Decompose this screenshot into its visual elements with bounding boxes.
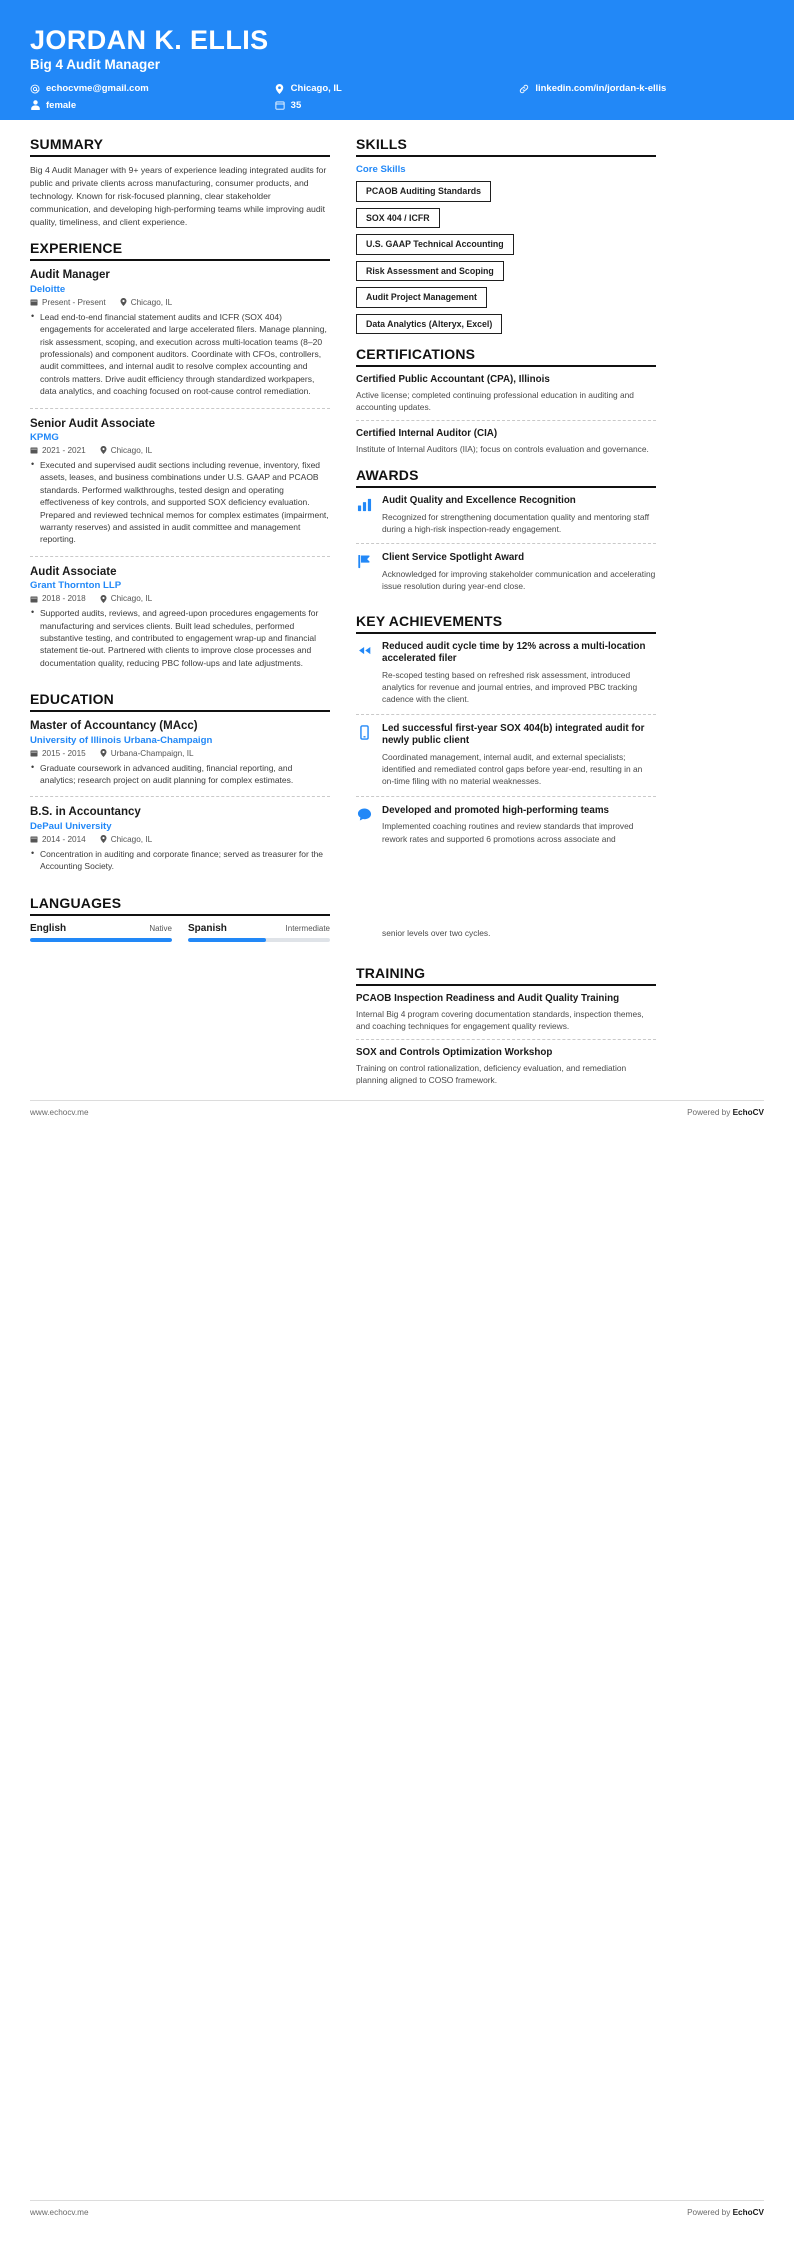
entry-bullets (30, 311, 330, 398)
skill-chip: SOX 404 / ICFR (356, 208, 440, 229)
language-head (188, 923, 330, 934)
training-name: PCAOB Inspection Readiness and Audit Quality Training (356, 992, 620, 1004)
left-column (30, 120, 330, 954)
contact-age (275, 100, 520, 111)
calendar-icon (30, 835, 38, 843)
bullet-item: • Graduate coursework in advanced auditing, financial reporting, and analytics; research project on audit planning for complex estimates. (30, 762, 330, 787)
footer-powered-prefix: Powered by (687, 2208, 733, 2217)
skills-group-label: Core Skills (356, 164, 406, 175)
entry-dates-text: 2018 - 2018 (42, 594, 86, 604)
certification-item (356, 374, 656, 421)
entry-organization: University of Illinois Urbana-Champaign (30, 734, 213, 746)
calendar-icon (30, 749, 38, 757)
certification-name: Certified Public Accountant (CPA), Illinois (356, 374, 550, 386)
certification-name: Certified Internal Auditor (CIA) (356, 428, 498, 440)
award-title: Audit Quality and Excellence Recognition (382, 495, 576, 507)
candidate-name: JORDAN K. ELLIS (30, 25, 269, 55)
location-pin-icon (100, 835, 107, 843)
calendar-icon (275, 100, 285, 110)
award-title: Client Service Spotlight Award (382, 552, 525, 564)
entry-title: Audit Manager (30, 269, 110, 282)
footer-brand (687, 1108, 764, 1117)
bullet-item: • Lead end-to-end financial statement audits and ICFR (SOX 404) engagements for accelerated and large accelerated filers. Manage planning, risk assessment, scoping, and execution across multi-location teams (8–20 professionals) and component auditors. Coordinate with CFOs, controllers, audit committees, and internal audit to resolve complex accounting and controls matters. Drive audit efficiency through standardized workpapers, data analytics, and coaching focused on root-cause control remediation. (30, 311, 330, 398)
section-awards (356, 467, 656, 600)
achievement-body (382, 641, 656, 706)
entry-organization: KPMG (30, 431, 59, 443)
language-progress-track (188, 938, 330, 942)
page-footer (0, 2208, 794, 2217)
bullet-item: • Supported audits, reviews, and agreed-upon procedures engagements for manufacturing and services clients. Built lead schedules, performed substantive testing, and contributed to engagement wrap-up and financial statement tie-out. Partnered with clients to improve close processes and documentation quality, reducing PBC follow-ups and late adjustments. (30, 607, 330, 669)
achievement-description: Implemented coaching routines and review standards that improved rework rates and supported 6 promotions across associate and (382, 821, 634, 844)
entry-title: Audit Associate (30, 565, 117, 578)
flag-icon (356, 553, 373, 570)
entry-dates-text: Present - Present (42, 297, 106, 307)
entry-location-text: Chicago, IL (130, 297, 173, 307)
certification-item (356, 428, 656, 455)
person-icon (30, 100, 40, 110)
spacer (356, 939, 656, 965)
achievement-description: Re-scoped testing based on refreshed risk assessment, introduced analytics for revenue and journal entries, and improved PBC tracking cadence with the client. (382, 670, 638, 705)
language-progress-fill (188, 938, 266, 942)
entry-bullets (30, 607, 330, 669)
entry-meta (30, 446, 330, 455)
certifications-heading: CERTIFICATIONS (356, 346, 656, 367)
location-pin-icon (100, 595, 107, 603)
footer-brand-name: EchoCV (732, 2208, 764, 2217)
language-name: Spanish (188, 922, 227, 934)
language-progress-track (30, 938, 172, 942)
award-body (382, 552, 656, 592)
contact-location-text: Chicago, IL (290, 83, 342, 95)
bullet-item: • Concentration in auditing and corporate finance; served as treasurer for the Accounting Society. (30, 848, 330, 873)
training-name: SOX and Controls Optimization Workshop (356, 1047, 553, 1058)
section-education (30, 691, 330, 882)
entry-organization: Deloitte (30, 283, 66, 295)
training-description: Training on control rationalization, deficiency evaluation, and remediation planning aligned to COSO framework. (356, 1062, 627, 1085)
contact-location (275, 83, 520, 94)
achievement-item (356, 641, 656, 715)
contact-grid (30, 83, 764, 111)
entry-organization: DePaul University (30, 820, 112, 832)
location-pin-icon (100, 749, 107, 757)
resume-body (0, 120, 794, 1105)
entry-dates (30, 749, 86, 758)
entry-location-text: Chicago, IL (110, 834, 153, 844)
entry-title: Senior Audit Associate (30, 417, 156, 430)
achievement-body (382, 723, 656, 788)
language-item (188, 923, 330, 942)
achievement-continuation-text: senior levels over two cycles. (382, 927, 491, 938)
entry-bullets (30, 848, 330, 873)
section-certifications (356, 346, 656, 455)
achievement-description: Coordinated management, internal audit, and external specialists; identified and remediated control gaps before year-end, resulting in an on-time filing with no material weaknesses. (382, 752, 643, 787)
languages-heading: LANGUAGES (30, 895, 330, 916)
calendar-icon (30, 446, 38, 454)
entry-meta (30, 835, 330, 844)
contact-gender-text: female (46, 99, 77, 111)
section-summary (30, 136, 330, 228)
entry-dates (30, 446, 86, 455)
location-pin-icon (120, 298, 127, 306)
footer-divider (30, 1100, 764, 1101)
contact-email[interactable] (30, 83, 275, 94)
contact-age-text: 35 (290, 99, 302, 111)
training-heading: TRAINING (356, 965, 656, 986)
entry-dates (30, 835, 86, 844)
entry-meta (30, 298, 330, 307)
resume-header (0, 0, 794, 120)
calendar-icon (30, 595, 38, 603)
language-progress-fill (30, 938, 172, 942)
section-languages (30, 895, 330, 942)
award-description: Acknowledged for improving stakeholder communication and accelerating issue resolution during year-end close. (382, 569, 656, 592)
footer-brand (687, 2208, 764, 2217)
footer-brand-name: EchoCV (732, 1108, 764, 1117)
email-icon (30, 84, 40, 94)
award-item (356, 495, 656, 544)
footer-site-url[interactable]: www.echocv.me (30, 1108, 89, 1117)
language-name: English (30, 922, 67, 934)
entry-dates-text: 2015 - 2015 (42, 748, 86, 758)
entry-bullets (30, 459, 330, 546)
skill-chip: Audit Project Management (356, 287, 487, 308)
entry-location-text: Chicago, IL (110, 445, 153, 455)
certification-description: Institute of Internal Auditors (IIA); focus on controls evaluation and governance. (356, 444, 649, 455)
right-column (356, 120, 656, 1105)
skill-chip: Risk Assessment and Scoping (356, 261, 504, 282)
entry-location (100, 749, 194, 758)
achievement-item (356, 723, 656, 797)
entry-dates (30, 298, 106, 307)
entry-location-text: Chicago, IL (110, 594, 153, 604)
mobile-icon (356, 724, 373, 741)
achievement-title: Developed and promoted high-performing teams (382, 804, 609, 816)
achievement-body (382, 805, 656, 845)
language-item (30, 923, 172, 942)
location-pin-icon (275, 84, 285, 94)
chat-icon (356, 806, 373, 823)
language-level: Intermediate (285, 923, 330, 933)
training-description: Internal Big 4 program covering documentation standards, inspection themes, and coaching techniques for engagement quality reviews. (356, 1008, 644, 1031)
entry-meta (30, 749, 330, 758)
contact-email-text: echocvme@gmail.com (46, 83, 149, 95)
entry-meta (30, 594, 330, 603)
entry-organization: Grant Thornton LLP (30, 580, 122, 592)
training-item (356, 993, 656, 1040)
achievement-title: Led successful first-year SOX 404(b) integrated audit for newly public client (382, 722, 645, 747)
location-pin-icon (100, 446, 107, 454)
summary-heading: SUMMARY (30, 136, 330, 157)
achievement-title: Reduced audit cycle time by 12% across a multi-location accelerated filer (382, 640, 646, 665)
skills-heading: SKILLS (356, 136, 656, 157)
award-item (356, 552, 656, 600)
calendar-icon (30, 298, 38, 306)
summary-text: Big 4 Audit Manager with 9+ years of experience leading integrated audits for public and private clients across manufacturing, consumer products, and technology. Known for risk-focused planning, clear stakeholder communication, and developing high-performing teams while improving audit quality, timeliness, and client experience. (30, 165, 327, 227)
section-experience (30, 240, 330, 679)
language-level: Native (149, 923, 172, 933)
education-heading: EDUCATION (30, 691, 330, 712)
skill-chip: Data Analytics (Alteryx, Excel) (356, 314, 502, 335)
entry-bullets (30, 762, 330, 787)
entry-dates-text: 2021 - 2021 (42, 445, 86, 455)
skill-chip-list (356, 181, 656, 334)
page-footer (0, 1108, 794, 1117)
footer-site-url[interactable]: www.echocv.me (30, 2208, 89, 2217)
contact-linkedin-text: linkedin.com/in/jordan-k-ellis (535, 83, 667, 95)
certification-description: Active license; completed continuing professional education in auditing and accounting updates. (356, 390, 634, 413)
entry-location (100, 446, 152, 455)
section-training (356, 965, 656, 1093)
language-head (30, 923, 172, 934)
education-entry (30, 805, 330, 882)
section-key-achievements (356, 613, 656, 853)
entry-title: B.S. in Accountancy (30, 806, 141, 819)
entry-dates (30, 594, 86, 603)
bullet-item: • Executed and supervised audit sections including revenue, inventory, fixed assets, leases, and business combinations under U.S. GAAP and PCAOB standards. Performed walkthroughs, tested design and operating effectiveness of key controls, and supported SOX deficiency evaluation. Prepared and reviewed technical memos for complex estimates (impairment, warranty reserves) and assisted in audit committee and management reporting. (30, 459, 330, 546)
entry-location (100, 835, 152, 844)
training-item (356, 1047, 656, 1093)
entry-title: Master of Accountancy (MAcc) (30, 720, 198, 733)
link-icon (519, 84, 529, 94)
experience-entry (30, 565, 330, 679)
award-body (382, 495, 656, 535)
achievement-item (356, 805, 656, 853)
section-skills (356, 136, 656, 334)
candidate-job-title: Big 4 Audit Manager (30, 57, 161, 73)
skill-chip: U.S. GAAP Technical Accounting (356, 234, 514, 255)
rewind-icon (356, 642, 373, 659)
contact-linkedin[interactable] (519, 83, 764, 94)
entry-dates-text: 2014 - 2014 (42, 834, 86, 844)
key-achievements-heading: KEY ACHIEVEMENTS (356, 613, 656, 634)
entry-location (100, 594, 152, 603)
award-description: Recognized for strengthening documentation quality and mentoring staff during a high-risk inspection-ready engagement. (382, 512, 650, 535)
awards-heading: AWARDS (356, 467, 656, 488)
languages-row (30, 923, 330, 942)
contact-gender (30, 100, 275, 111)
entry-location-text: Urbana-Champaign, IL (110, 748, 194, 758)
entry-location (120, 298, 172, 307)
footer-powered-prefix: Powered by (687, 1108, 733, 1117)
experience-entry (30, 417, 330, 557)
skill-chip: PCAOB Auditing Standards (356, 181, 491, 202)
experience-entry (30, 268, 330, 408)
experience-heading: EXPERIENCE (30, 240, 330, 261)
education-entry (30, 719, 330, 797)
page-break-gap (356, 865, 656, 927)
bar-chart-icon (356, 496, 373, 513)
footer-divider (30, 2200, 764, 2201)
